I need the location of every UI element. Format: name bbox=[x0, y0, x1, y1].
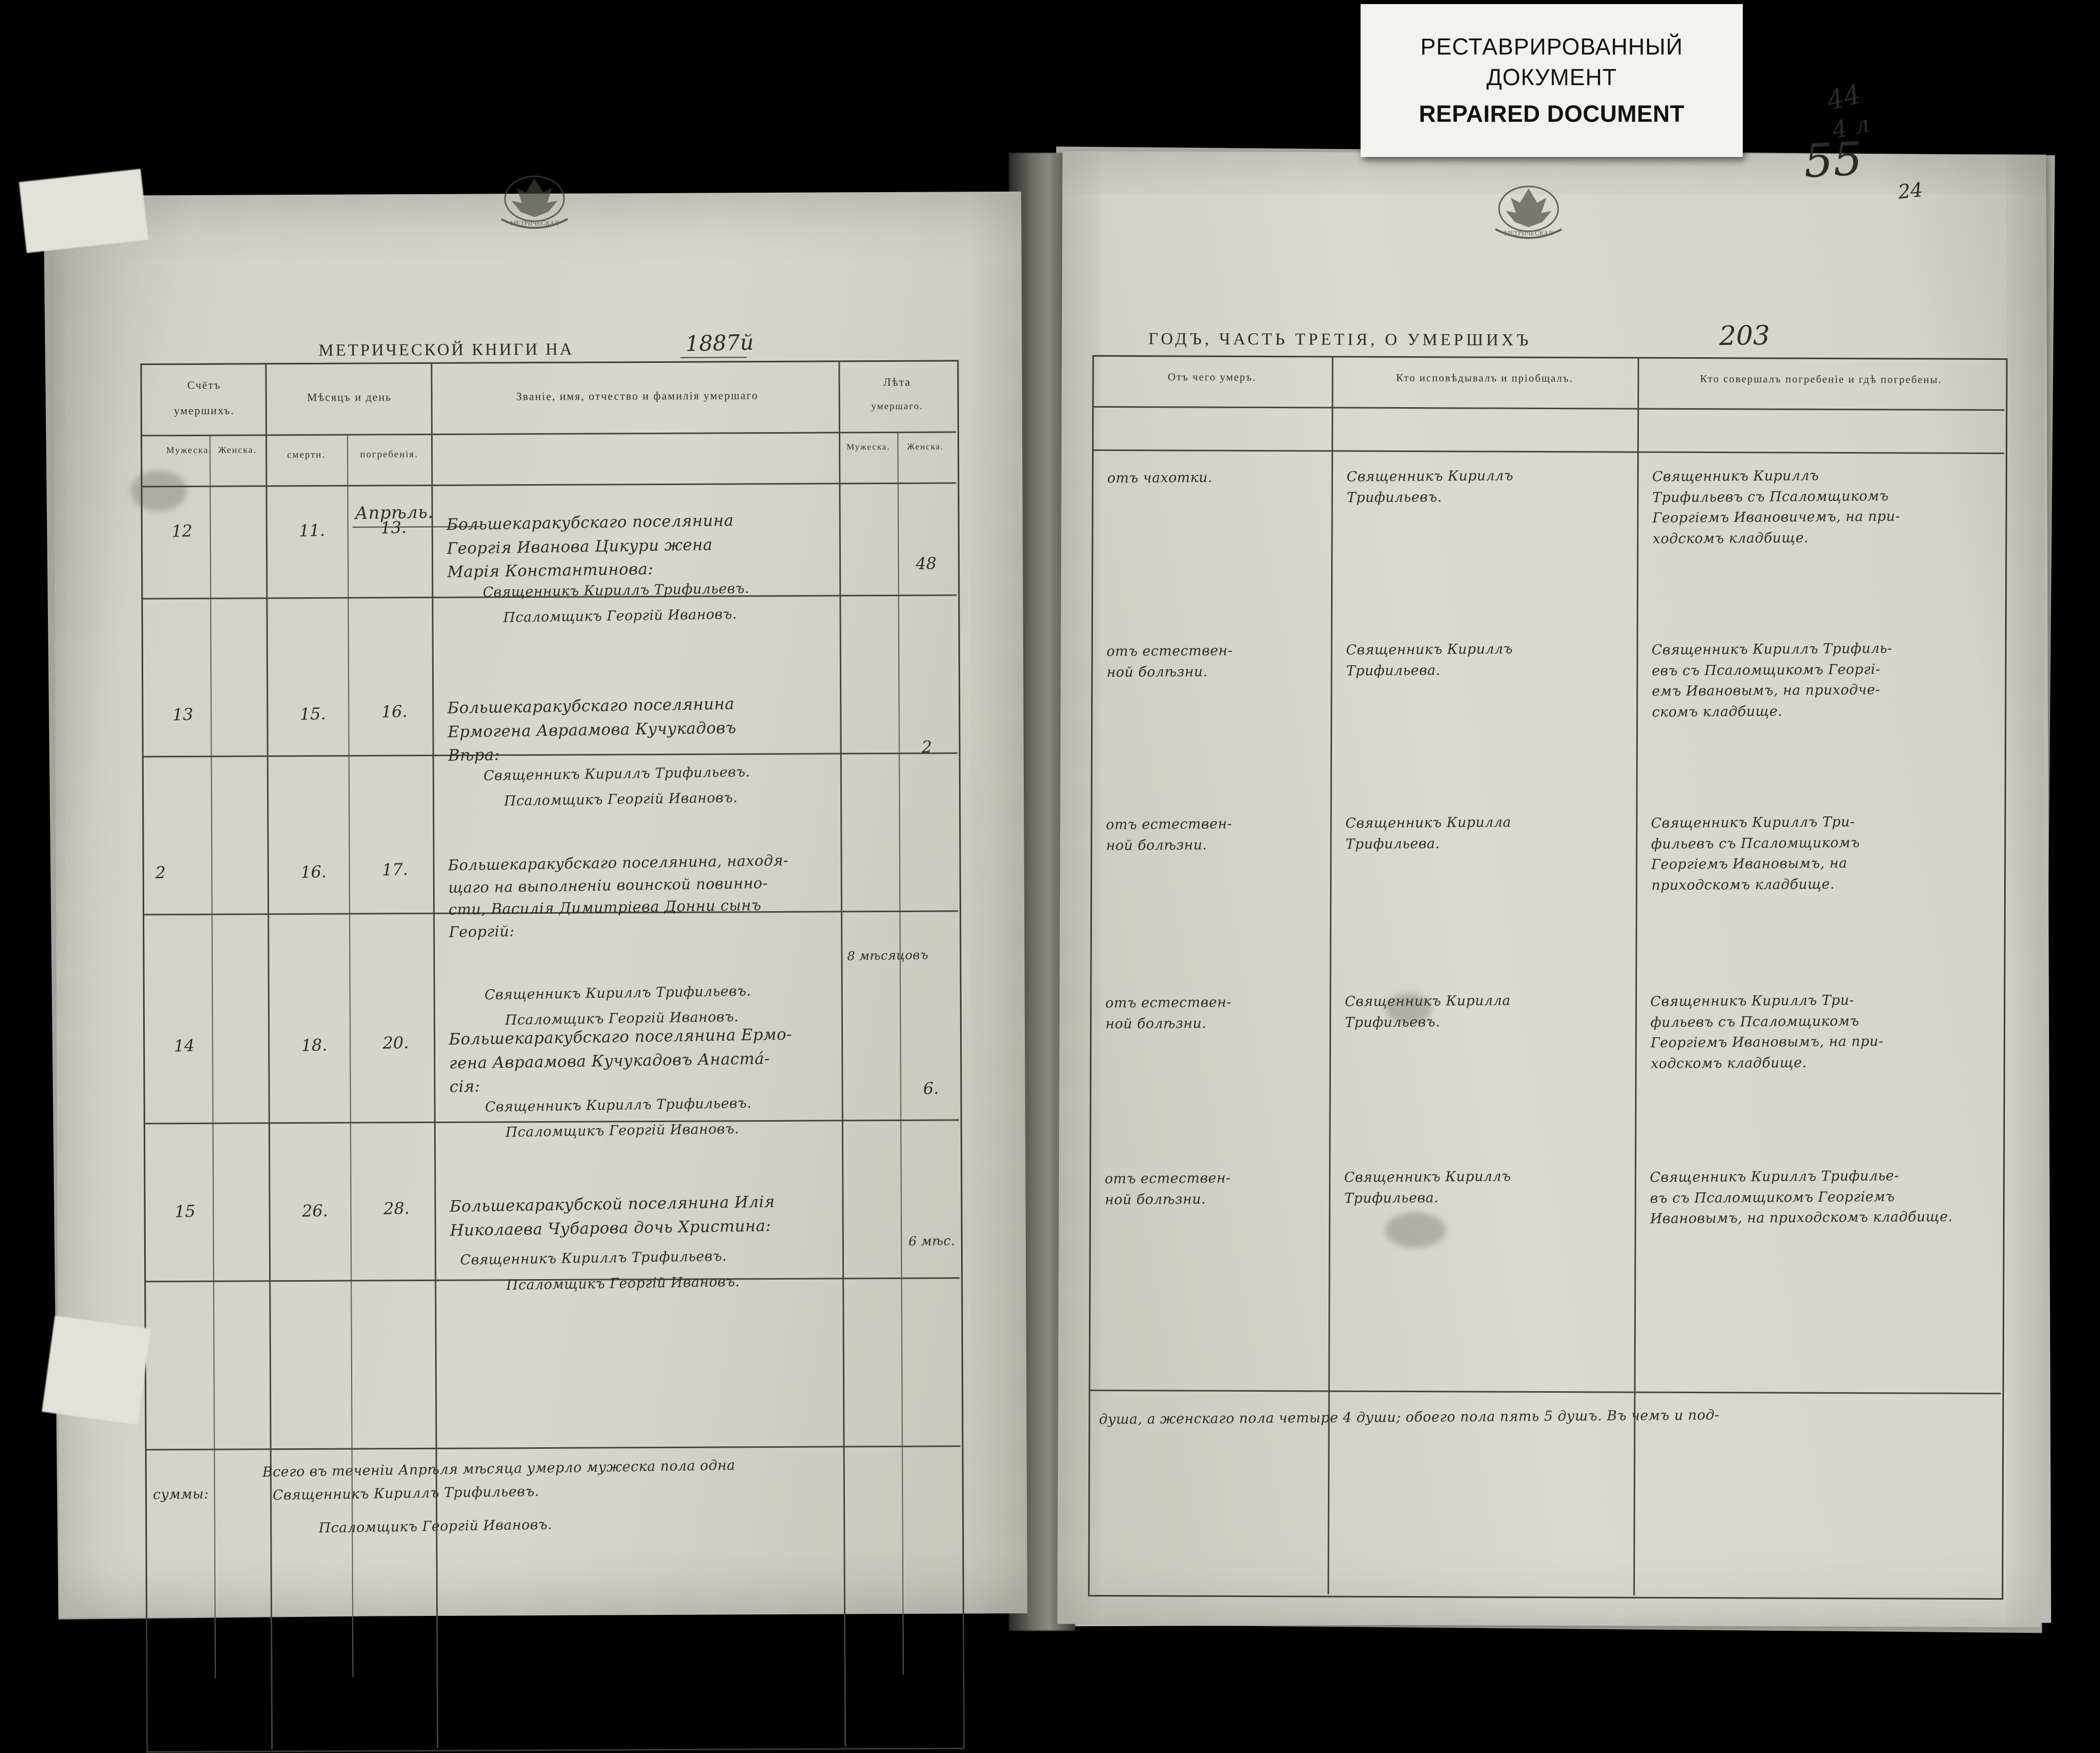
right-row-4-confessor: Священникъ Кирилла Трифильевъ. bbox=[1344, 993, 1511, 1030]
row-4-clergy-priest: Священникъ Кириллъ Трифильевъ. bbox=[485, 1095, 752, 1115]
right-row-1-burier: Священникъ Кириллъ Трифильевъ съ Псаломщикомъ Георгіемъ Ивановичемъ, на при- ходскомъ кладбище. bbox=[1652, 467, 1900, 547]
row-2-clergy-priest: Священникъ Кириллъ Трифильевъ. bbox=[483, 764, 751, 784]
header-confessor: Кто исповѣдывалъ и пріобщалъ. bbox=[1396, 371, 1574, 385]
repaired-document-slip bbox=[1361, 4, 1743, 157]
title-underline bbox=[680, 357, 747, 358]
margin-note-top-2: 4 л bbox=[1829, 110, 1872, 144]
row-5-male-no: 15 bbox=[174, 1201, 196, 1221]
row-3-clergy-psalmist: Псаломщикъ Георгій Ивановъ. bbox=[504, 1008, 739, 1028]
imperial-crest-icon-right bbox=[1475, 178, 1582, 255]
svg-text:МЕТРИЧЕСКАЯ: МЕТРИЧЕСКАЯ bbox=[510, 219, 560, 227]
header-count-sub: умершихъ. bbox=[174, 404, 235, 417]
left-page bbox=[53, 192, 1027, 1617]
row-3-burial-day: 17. bbox=[382, 859, 408, 880]
header-death: смерти. bbox=[287, 449, 326, 461]
row-3-age-male: 8 мѣсяцовъ bbox=[847, 947, 929, 964]
row-2-death-day: 15. bbox=[299, 704, 326, 724]
header-years-male: Мужеска. bbox=[846, 441, 891, 452]
repaired-slip-line2: ДОКУМЕНТ bbox=[1486, 64, 1617, 90]
margin-note-big: 55 bbox=[1802, 132, 1864, 189]
right-row-2-burier: Священникъ Кириллъ Трифиль- евъ съ Псаломщикомъ Георгі- емъ Ивановымъ, на приходче- скомъ кладбище. bbox=[1651, 640, 1893, 720]
right-row-4-burier: Священникъ Кириллъ Три- фильевъ съ Псаломщикомъ Георгіемъ Ивановымъ, на при- ходскомъ кладбище. bbox=[1650, 992, 1884, 1072]
row-4-age-female: 6. bbox=[923, 1078, 939, 1098]
row-5-age-female: 6 мѣс. bbox=[908, 1233, 955, 1249]
row-5-clergy-psalmist: Псаломщикъ Георгій Ивановъ. bbox=[506, 1273, 740, 1293]
right-row-5-cause: отъ естествен- ной болѣзни. bbox=[1104, 1170, 1231, 1208]
row-1-clergy-psalmist: Псаломщикъ Георгій Ивановъ. bbox=[503, 606, 737, 626]
summary-clergy-psalmist: Псаломщикъ Георгій Ивановъ. bbox=[318, 1517, 553, 1536]
header-count-female: Женска. bbox=[218, 444, 257, 455]
month-label: Апрѣль. bbox=[355, 502, 434, 524]
row-5-clergy-priest: Священникъ Кириллъ Трифильевъ. bbox=[460, 1248, 727, 1268]
paper-tear-top bbox=[19, 169, 148, 253]
row-1-clergy-priest: Священникъ Кириллъ Трифильевъ. bbox=[483, 580, 750, 601]
margin-note-top-1: 44 bbox=[1824, 78, 1864, 117]
row-4-male-no: 14 bbox=[173, 1035, 195, 1056]
repaired-slip-line3: REPAIRED DOCUMENT bbox=[1419, 100, 1685, 127]
summary-text: Всего въ теченіи Апрѣля мѣсяца умерло мужеска пола одна bbox=[262, 1457, 736, 1480]
left-page-title-year: 1887й bbox=[685, 329, 754, 356]
summary-clergy-priest: Священникъ Кириллъ Трифильевъ. bbox=[272, 1483, 540, 1504]
right-row-3-burier: Священникъ Кириллъ Три- фильевъ съ Псаломщикомъ Георгіемъ Ивановымъ, на приходскомъ кладбище. bbox=[1651, 814, 1860, 893]
right-row-1-cause: отъ чахотки. bbox=[1107, 469, 1213, 487]
right-row-3-confessor: Священникъ Кирилла Трифильева. bbox=[1345, 814, 1511, 852]
header-month-day: Мѣсяцъ и день bbox=[307, 390, 392, 404]
row-2-male-no: 13 bbox=[172, 704, 194, 725]
right-row-5-confessor: Священникъ Кириллъ Трифильева. bbox=[1344, 1168, 1511, 1206]
left-page-title: МЕТРИЧЕСКОЙ КНИГИ НА bbox=[318, 340, 574, 360]
header-years-female: Женска. bbox=[907, 441, 944, 451]
header-count: Счётъ bbox=[187, 378, 221, 392]
row-1-burial-day: 13. bbox=[380, 517, 407, 538]
header-burial: погребенія. bbox=[360, 449, 418, 460]
row-3-clergy-priest: Священникъ Кириллъ Трифильевъ. bbox=[484, 983, 752, 1003]
row-4-burial-day: 20. bbox=[382, 1032, 409, 1053]
row-5-burial-day: 28. bbox=[383, 1198, 410, 1218]
paper-tear-left bbox=[42, 1316, 151, 1425]
row-1-entry: Большекаракубскаго поселянина Георгія Иванова Цикури жена Марія Константинова: bbox=[446, 511, 734, 581]
paper-smudge-right-2 bbox=[1385, 1212, 1446, 1248]
paper-smudge-right-1 bbox=[1386, 993, 1431, 1024]
right-page-title: ГОДЪ, ЧАСТЬ ТРЕТІЯ, О УМЕРШИХЪ bbox=[1148, 330, 1532, 350]
header-years: Лѣта bbox=[883, 375, 911, 389]
row-4-entry: Большекаракубскаго поселянина Ермо- гена Авраамова Кучукадовъ Анастá- сія: bbox=[448, 1025, 792, 1096]
row-1-male-no: 12 bbox=[171, 521, 193, 541]
right-row-1-confessor: Священникъ Кириллъ Трифильевъ. bbox=[1346, 468, 1513, 506]
right-row-5-burier: Священникъ Кириллъ Трифилье- въ съ Псаломщикомъ Георгіемъ Ивановымъ, на приходскомъ кладбище. bbox=[1650, 1167, 1953, 1227]
row-2-clergy-psalmist: Псаломщикъ Георгій Ивановъ. bbox=[503, 789, 738, 809]
row-1-death-day: 11. bbox=[299, 520, 326, 541]
row-4-death-day: 18. bbox=[301, 1035, 328, 1055]
imperial-crest-icon bbox=[481, 168, 589, 245]
summary-lead: суммы: bbox=[152, 1486, 209, 1503]
header-burier: Кто совершалъ погребеніе и гдѣ погребены. bbox=[1699, 373, 1943, 386]
row-3-female-no: 2 bbox=[155, 863, 166, 883]
header-name: Званіе, имя, отчество и фамилія умершаго bbox=[516, 389, 759, 403]
right-summary-text: душа, а женскаго пола четыре 4 души; обоего пола пять 5 душъ. Въ чемъ и под- bbox=[1099, 1407, 1720, 1428]
row-3-entry: Большекаракубскаго поселянина, находя- щаго на выполненіи воинской повинно- сти, Василія Димитріева Донни сынъ Георгій: bbox=[447, 852, 789, 941]
svg-text:МЕТРИЧЕСКАЯ: МЕТРИЧЕСКАЯ bbox=[1504, 229, 1553, 237]
paper-smudge-1 bbox=[130, 470, 187, 511]
row-2-age-female: 2 bbox=[921, 737, 933, 757]
row-4-clergy-psalmist: Псаломщикъ Георгій Ивановъ. bbox=[505, 1121, 739, 1140]
row-2-entry: Большекаракубскаго поселянина Ермогена Авраамова Кучукадовъ Вѣра: bbox=[447, 695, 737, 765]
row-5-entry: Большекаракубской поселянина Илія Николаева Чубарова дочь Христина: bbox=[449, 1192, 775, 1240]
row-5-death-day: 26. bbox=[302, 1201, 328, 1221]
margin-note-side: 24 bbox=[1897, 178, 1924, 203]
repaired-slip-line1: РЕСТАВРИРОВАННЫЙ bbox=[1420, 34, 1683, 60]
row-1-age-female: 48 bbox=[915, 553, 937, 574]
row-2-burial-day: 16. bbox=[381, 701, 408, 722]
right-page-number: 203 bbox=[1719, 320, 1770, 352]
header-count-male: Мужеска. bbox=[166, 444, 212, 456]
right-row-2-confessor: Священникъ Кириллъ Трифильева. bbox=[1346, 641, 1513, 679]
right-row-2-cause: отъ естествен- ной болѣзни. bbox=[1106, 643, 1233, 680]
right-row-4-cause: отъ естествен- ной болѣзни. bbox=[1105, 994, 1232, 1032]
row-3-death-day: 16. bbox=[300, 862, 327, 882]
header-cause: Отъ чего умеръ. bbox=[1167, 370, 1257, 383]
header-years-sub: умершаго. bbox=[871, 401, 923, 412]
right-row-3-cause: отъ естествен- ной болѣзни. bbox=[1106, 816, 1232, 854]
